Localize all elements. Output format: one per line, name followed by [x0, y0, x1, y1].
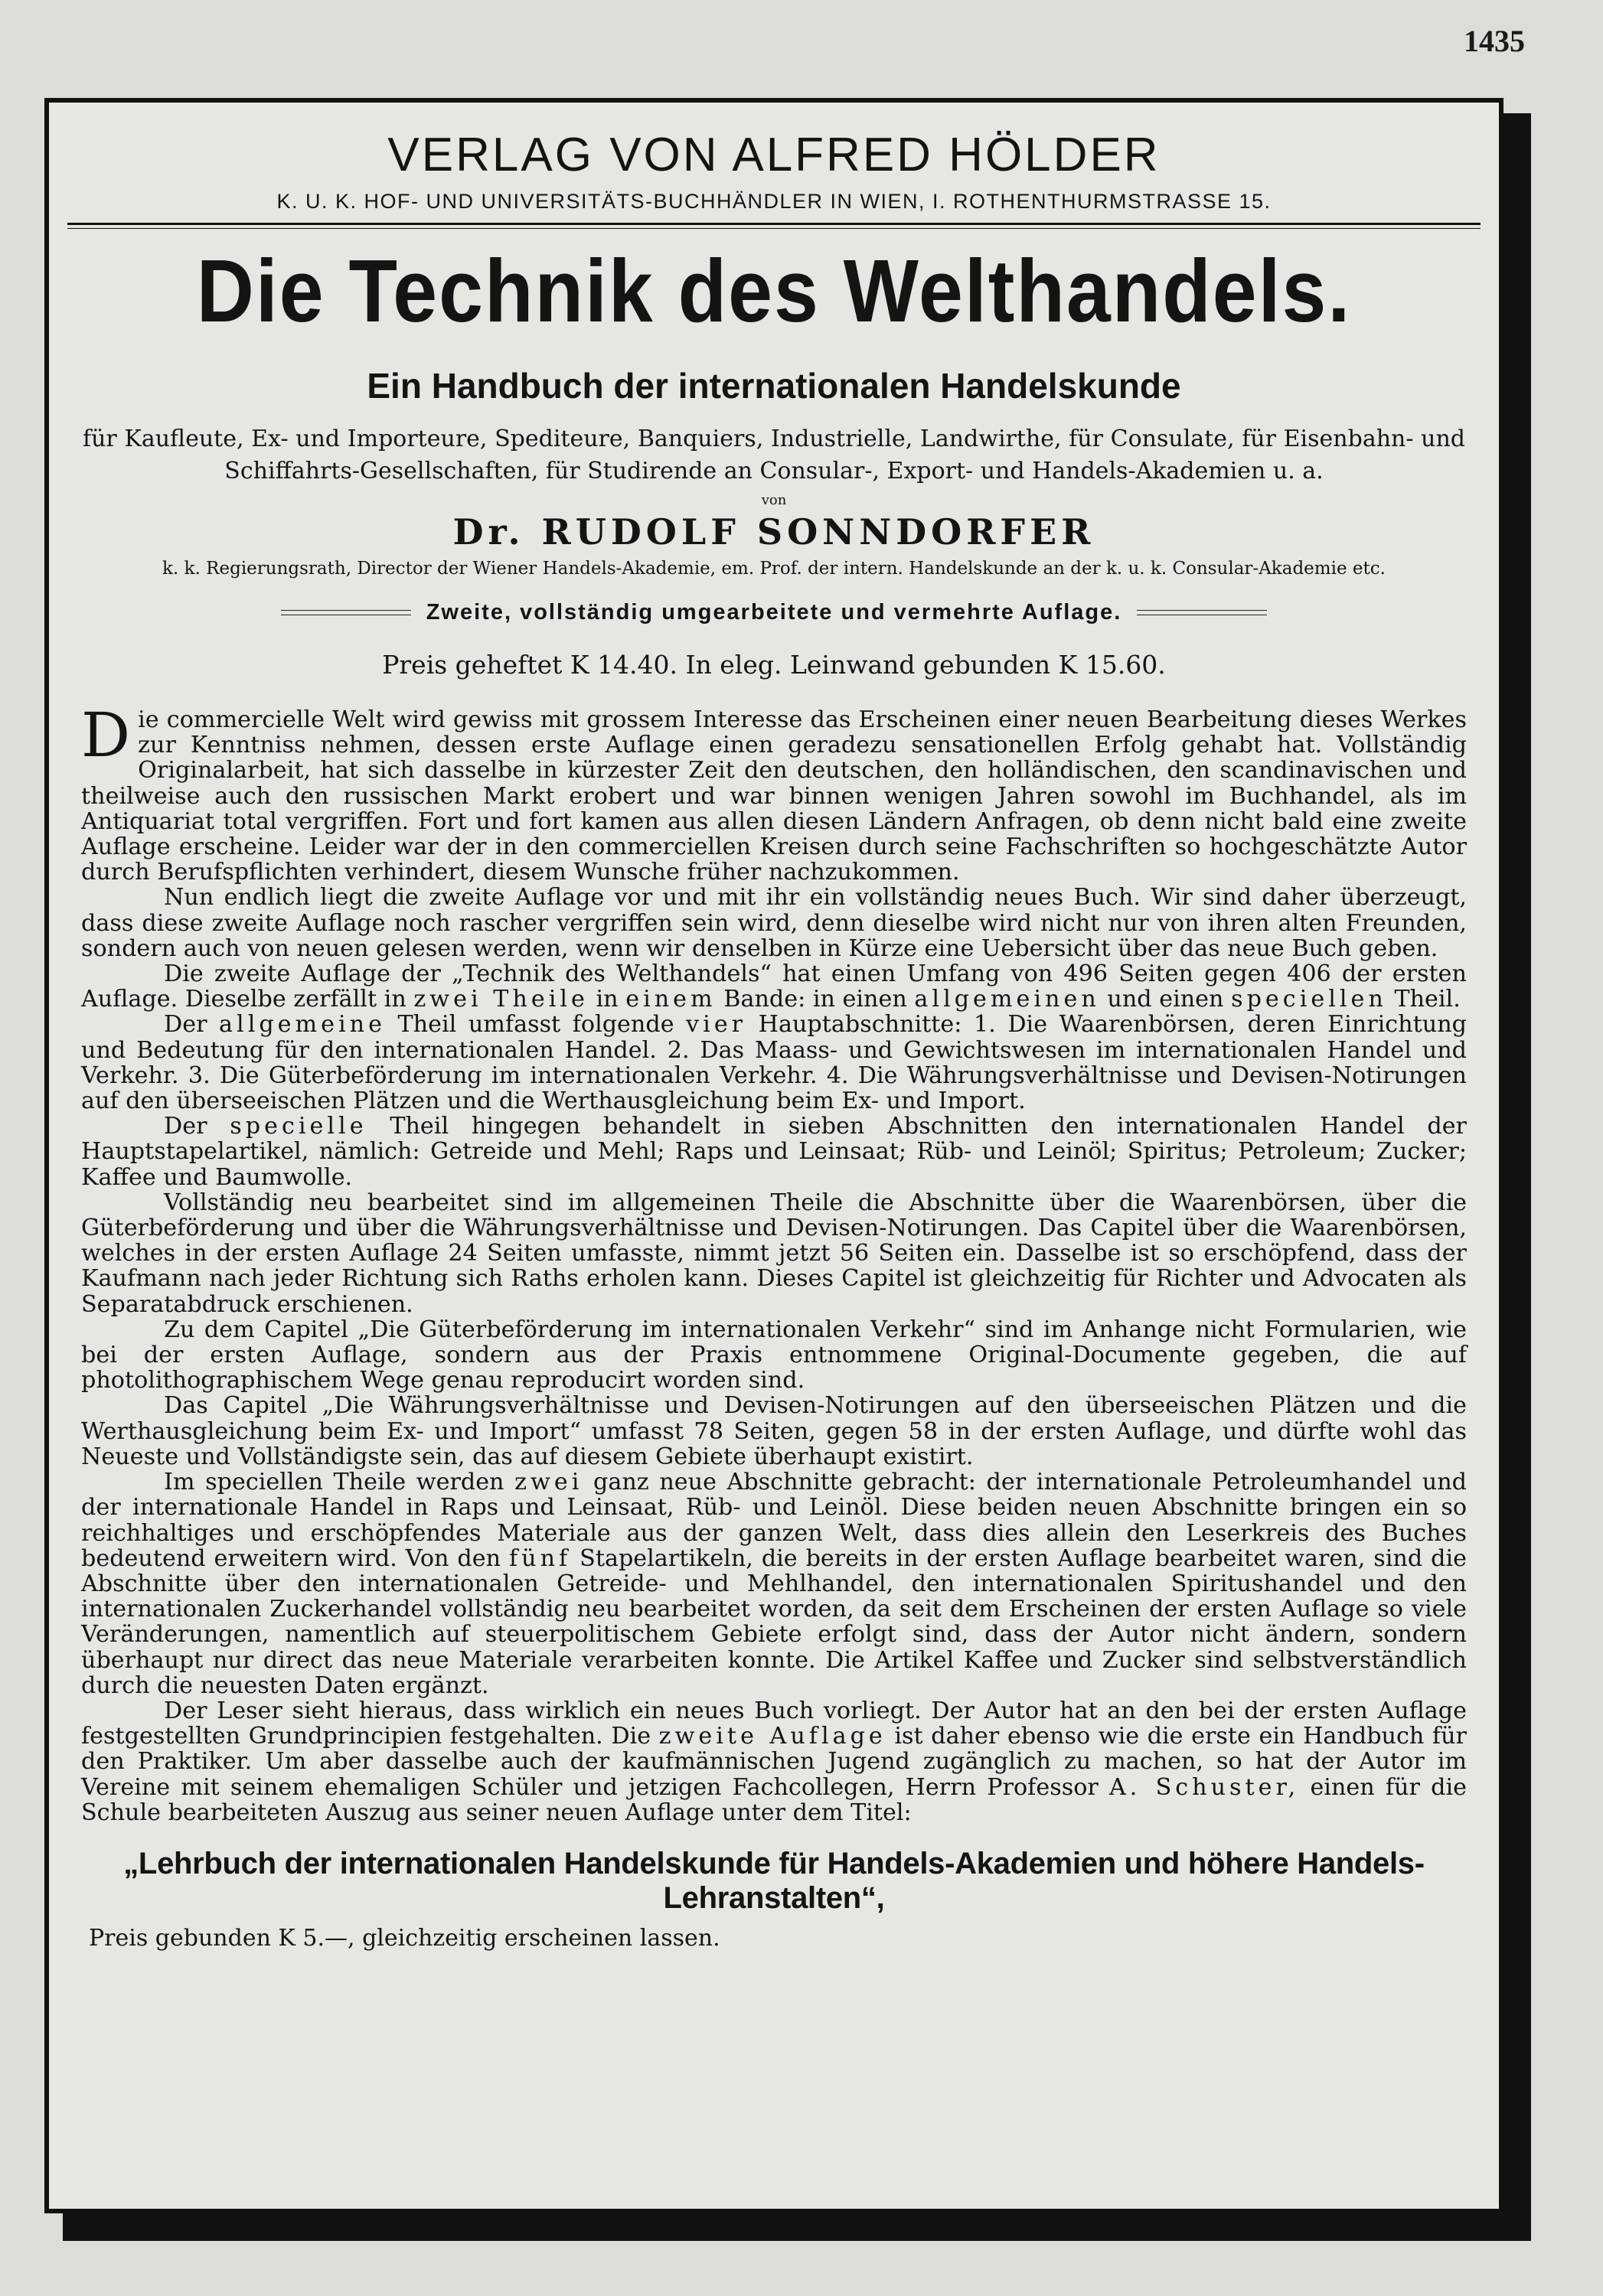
paragraph-1: [81, 700, 1467, 886]
edition-row: [67, 600, 1481, 625]
book-audience: für Kaufleute, Ex- und Importeure, Spediteure, Banquiers, Industrielle, Landwirthe, für Consulate, für Eisenbahn- und Schiffahrts-Gesellschaften, für Studirende an Consular-, Export- und Handels-Akademien u. a.: [83, 426, 1465, 484]
drop-cap: D: [81, 700, 131, 771]
paragraph-2: Nun endlich liegt die zweite Auflage vor und mit ihr ein vollständig neues Buch. Wir sind daher überzeugt, dass diese zweite Auflage noch rascher vergriffen sein wird, denn dieselbe wird nicht nur von ihren alten Freunden, sondern auch von neuen gelesen werden, wenn wir denselben in Kürze eine Uebersicht über das neue Buch geben.: [81, 884, 1467, 962]
paragraph-8: Das Capitel „Die Währungsverhältnisse und Devisen-Notirungen auf den überseeischen Plätzen und die Werthausgleichung beim Ex- und Import“ umfasst 78 Seiten, gegen 58 in der ersten Auflage, und dürfte wohl das Neueste und Vollständigste sein, das auf diesem Gebiete überhaupt existirt.: [81, 1392, 1467, 1470]
book-title: Die Technik des Welthandels.: [196, 242, 1352, 341]
edition-rule-right: [1137, 610, 1267, 615]
body-text: [81, 700, 1467, 1826]
paragraph-5: Der specielle Theil hingegen behandelt in sieben Abschnitten den internationalen Handel der Hauptstapelartikel, nämlich: Getreide und Mehl; Raps und Leinsaat; Rüb- und Leinöl; Spiritus; Petroleum; Zucker; Kaffee und Baumwolle.: [81, 1113, 1467, 1191]
paragraph-7: Zu dem Capitel „Die Güterbeförderung im internationalen Verkehr“ sind im Anhange nicht Formularien, wie bei der ersten Auflage, sondern aus der Praxis entnommene Original-Documente gegeben, die auf photolithographischem Wege genau reproducirt worden sind.: [81, 1316, 1467, 1394]
author-name: Dr. RUDOLF SONNDORFER: [452, 511, 1095, 553]
publisher-address: K. U. K. HOF- UND UNIVERSITÄTS-BUCHHÄNDLER IN WIEN, I. ROTHENTHURMSTRASSE 15.: [276, 190, 1272, 213]
paragraph-6: Vollständig neu bearbeitet sind im allgemeinen Theile die Abschnitte über die Waarenbörsen, über die Güterbeförderung und über die Währungsverhältnisse und Devisen-Notirungen. Das Capitel über die Waarenbörsen, welches in der ersten Auflage 24 Seiten umfasste, nimmt jetzt 56 Seiten ein. Dasselbe ist so erschöpfend, dass der Kaufmann nach jeder Richtung sich Raths erholen kann. Dieses Capitel ist gleichzeitig für Richter und Advocaten als Separatabdruck erschienen.: [81, 1189, 1467, 1318]
school-book-title: „Lehrbuch der internationalen Handelskunde für Handels-Akademien und höhere Handels-Lehranstalten“,: [123, 1846, 1425, 1915]
by-line: von: [761, 492, 787, 508]
paragraph-3: Die zweite Auflage der „Technik des Welthandels“ hat einen Umfang von 496 Seiten gegen 406 der ersten Auflage. Dieselbe zerfällt in zwei Theile in einem Bande: in einen allgemeinen und einen speciellen Theil.: [81, 960, 1467, 1013]
advertisement-content: [67, 119, 1481, 2192]
author-title: k. k. Regierungsrath, Director der Wiener Handels-Akademie, em. Prof. der intern. Handelskunde an der k. u. k. Consular-Akademie etc.: [162, 559, 1386, 579]
page-number: 1435: [1464, 24, 1525, 58]
paragraph-9: Im speciellen Theile werden zwei ganz neue Abschnitte gebracht: der internationale Petroleumhandel und der internationale Handel in Raps und Leinsaat, Rüb- und Leinöl. Diese beiden neuen Abschnitte bringen ein so reichhaltiges und erschöpfendes Materiale aus der ganzen Welt, dass dies allein den Leserkreis des Buches bedeutend erweitern wird. Von den fünf Stapelartikeln, die bereits in der ersten Auflage bearbeitet waren, sind die Abschnitte über den internationalen Getreide- und Mehlhandel, den internationalen Spiritushandel und den internationalen Zuckerhandel vollständig neu bearbeitet worden, da seit dem Erscheinen der ersten Auflage so viele Veränderungen, namentlich auf steuerpolitischem Gebiete erfolgt sind, dass der Autor nicht ändern, sondern überhaupt nur direct das neue Materiale verarbeiten konnte. Die Artikel Kaffee und Zucker sind selbstverständlich durch die neuesten Daten ergänzt.: [81, 1469, 1467, 1699]
book-price: Preis geheftet K 14.40. In eleg. Leinwand gebunden K 15.60.: [382, 650, 1166, 680]
paragraph-10: Der Leser sieht hieraus, dass wirklich ein neues Buch vorliegt. Der Autor hat an den bei der ersten Auflage festgestellten Grundprincipien festgehalten. Die zweite Auflage ist daher ebenso wie die erste ein Handbuch für den Praktiker. Um aber dasselbe auch der kaufmännischen Jugend zugänglich zu machen, so hat der Autor im Vereine mit seinem ehemaligen Schüler und jetzigen Fachcollegen, Herrn Professor A. Schuster, einen für die Schule bearbeiteten Auszug aus seiner neuen Auflage unter dem Titel:: [81, 1697, 1467, 1826]
school-book-price: Preis gebunden K 5.—, gleichzeitig erscheinen lassen.: [89, 1924, 720, 1952]
publisher-name: VERLAG VON ALFRED HÖLDER: [387, 129, 1161, 181]
paragraph-4: Der allgemeine Theil umfasst folgende vier Hauptabschnitte: 1. Die Waarenbörsen, deren Einrichtung und Bedeutung für den internationalen Handel. 2. Das Maass- und Gewichtswesen im internationalen Handel und Verkehr. 3. Die Güterbeförderung im internationalen Verkehr. 4. Die Währungsverhältnisse und Devisen-Notirungen auf den überseeischen Plätzen und die Werthausgleichung beim Ex- und Import.: [81, 1011, 1467, 1115]
edition-note: Zweite, vollständig umgearbeitete und vermehrte Auflage.: [426, 600, 1122, 625]
advertisement-frame: [44, 98, 1503, 2213]
edition-rule-left: [281, 610, 411, 615]
paragraph-1-text: ie commercielle Welt wird gewiss mit grossem Interesse das Erscheinen einer neuen Bearbeitung dieses Werkes zur Kenntniss nehmen, dessen erste Auflage einen geradezu sensationellen Erfolg gehabt hat. Vollständig Originalarbeit, hat sich dasselbe in kürzester Zeit den deutschen, den holländischen, den scandinavischen und theilweise auch den russischen Markt erobert und war binnen wenigen Jahren sowohl im Buchhandel, als im Antiquariat total vergriffen. Fort und fort kamen aus allen diesen Ländern Anfragen, ob denn nicht bald eine zweite Auflage erscheine. Leider war der in den commerciellen Kreisen durch seine Fachschriften so hochgeschätzte Autor durch Berufspflichten verhindert, diesem Wunsche früher nachzukommen.: [81, 706, 1467, 886]
book-subtitle: Ein Handbuch der internationalen Handelskunde: [367, 366, 1181, 406]
header-rule: [67, 223, 1481, 229]
